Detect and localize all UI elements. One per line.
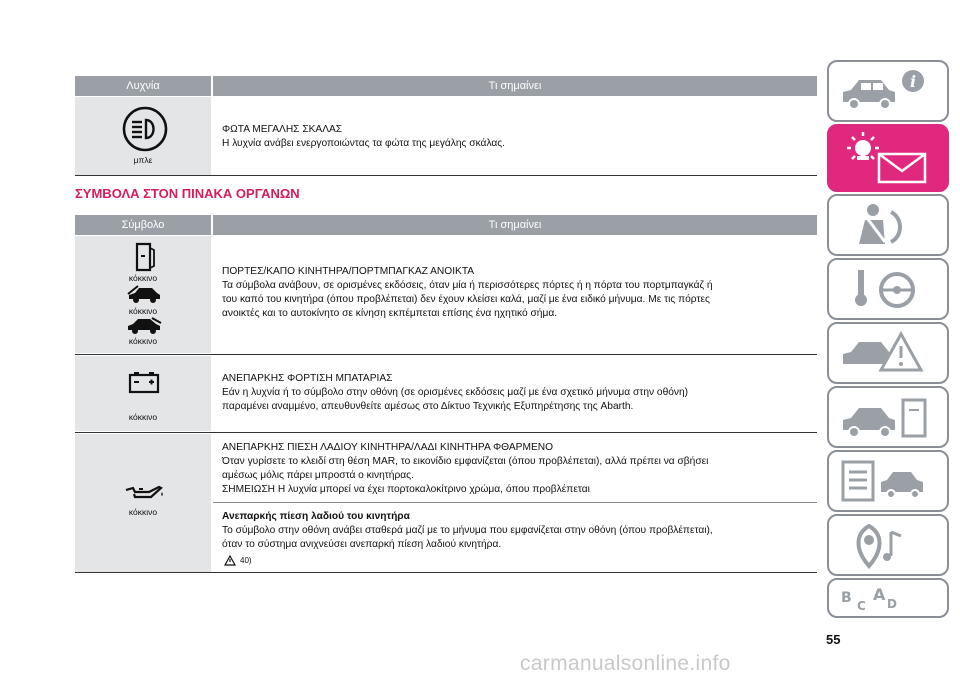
svg-text:C: C <box>857 599 866 613</box>
svg-text:B: B <box>841 590 852 606</box>
svg-text:i: i <box>909 72 917 91</box>
technical-data-icon <box>829 452 947 510</box>
car-info-icon <box>829 62 947 120</box>
doors-line-2: του καπό του κινητήρα (όπου προβλέπεται) δεν έχουν κλείσει καλά, μαζί με ένα ειδικό μήνυμα. Με τις πόρτες <box>222 294 710 305</box>
high-beam-icon <box>115 105 175 155</box>
high-beam-description: Η λυχνία ανάβει ενεργοποιώντας τα φώτα της μεγάλης σκάλας. <box>222 138 506 149</box>
row1-rule <box>75 354 817 355</box>
tab-maintenance[interactable] <box>827 386 949 448</box>
table1-bottom-rule <box>75 175 817 176</box>
table1-col1-header: Λυχνία <box>75 76 211 96</box>
table1-icon-cell <box>75 97 211 175</box>
trunk-open-icon <box>126 316 162 336</box>
battery-title: ΑΝΕΠΑΡΚΗΣ ΦΟΡΤΙΣΗ ΜΠΑΤΑΡΙΑΣ <box>222 373 393 384</box>
table2-col2-header: Τι σημαίνει <box>213 215 817 235</box>
oil-can-icon <box>125 482 165 502</box>
battery-icon-cell <box>75 356 211 431</box>
high-beam-title: ΦΩΤΑ ΜΕΓΑΛΗΣ ΣΚΑΛΑΣ <box>222 124 343 135</box>
seatbelt-person-icon <box>829 196 947 254</box>
oil-line-2: αμέσως μόλις πάρει μπροστά ο κινητήρας. <box>222 470 414 481</box>
maintenance-car-icon <box>829 388 947 446</box>
row2-rule <box>75 432 817 433</box>
hood-open-icon <box>126 285 162 305</box>
tab-safety[interactable] <box>827 194 949 256</box>
doors-color-label-2: κόκκινο <box>128 306 158 316</box>
oil-sub-line-1: Το σύμβολο στην οθόνη ανάβει σταθερά μαζί με το μήνυμα που εμφανίζεται στην οθόνη (όπου προβλέπεται), <box>222 525 713 536</box>
doors-color-label-1: κόκκινο <box>128 273 158 283</box>
steering-key-icon <box>829 260 947 318</box>
battery-line-1: Εάν η λυχνία ή το σύμβολο στην οθόνη (σε ορισμένες εκδόσεις μαζί με ένα σχετικό μήνυμα στην οθόνη) <box>222 387 689 398</box>
oil-color-label: κόκκινο <box>128 507 158 517</box>
note-reference: 40) <box>240 556 252 565</box>
oil-line-3: ΣΗΜΕΙΩΣΗ Η λυχνία μπορεί να έχει πορτοκαλοκίτρινο χρώμα, όπου προβλέπεται <box>222 484 590 495</box>
oil-icon-cell <box>75 434 211 572</box>
table1-col2-header: Τι σημαίνει <box>213 76 817 96</box>
section-title: ΣΥΜΒΟΛΑ ΣΤΟΝ ΠΙΝΑΚΑ ΟΡΓΑΝΩΝ <box>75 186 300 201</box>
alphabet-index-icon <box>829 580 947 616</box>
tab-car-info[interactable] <box>827 60 949 122</box>
tab-technical-data[interactable] <box>827 450 949 512</box>
tab-multimedia[interactable] <box>827 514 949 576</box>
doors-icon-cell <box>75 236 211 353</box>
tab-emergency[interactable] <box>827 322 949 384</box>
doors-line-1: Τα σύμβολα ανάβουν, σε ορισμένες εκδόσεις, όταν μία ή περισσότερες πόρτες ή η πόρτα του πορτμπαγκάζ ή <box>222 280 713 291</box>
multimedia-icon <box>829 516 947 574</box>
watermark[interactable]: carmanualsonline.info <box>520 652 731 675</box>
oil-sub-line-2: όταν το σύστημα ανιχνεύσει ανεπαρκή πίεση λαδιού κινητήρα. <box>222 539 502 550</box>
oil-title: ΑΝΕΠΑΡΚΗΣ ΠΙΕΣΗ ΛΑΔΙΟΥ ΚΙΝΗΤΗΡΑ/ΛΑΔΙ ΚΙΝΗΤΗΡΑ ΦΘΑΡΜΕΝΟ <box>222 442 554 453</box>
door-open-icon <box>132 242 156 272</box>
tab-starting-driving[interactable] <box>827 258 949 320</box>
warning-light-envelope-icon <box>829 126 947 190</box>
high-beam-color-label: μπλε <box>133 155 153 165</box>
svg-text:A: A <box>873 585 886 604</box>
battery-color-label: κόκκινο <box>128 412 158 422</box>
tab-index[interactable] <box>827 578 949 618</box>
doors-title: ΠΟΡΤΕΣ/ΚΑΠΟ ΚΙΝΗΤΗΡΑ/ΠΟΡΤΜΠΑΓΚΑΖ ΑΝΟΙΚΤΑ <box>222 266 475 277</box>
doors-color-label-3: κόκκινο <box>128 336 158 346</box>
battery-icon <box>128 370 160 394</box>
svg-text:D: D <box>887 597 897 611</box>
tab-warning-lights[interactable] <box>827 124 949 192</box>
table2-col1-header: Σύμβολο <box>75 215 211 235</box>
oil-inner-rule <box>213 502 817 503</box>
oil-line-1: Όταν γυρίσετε το κλειδί στη θέση MAR, το εικονίδιο εμφανίζεται (όπου προβλέπεται), αλλά πρέπει να σβήσει <box>222 456 709 467</box>
page-number: 55 <box>826 632 841 647</box>
doors-line-3: ανοικτές και το αυτοκίνητο σε κίνηση εκπέμπεται επίσης ένα ηχητικό σήμα. <box>222 308 558 319</box>
table2-bottom-rule <box>75 572 817 573</box>
emergency-triangle-icon <box>829 324 947 382</box>
battery-line-2: παραμένει αναμμένο, απευθυνθείτε αμέσως στο Δίκτυο Τεχνικής Εξυπηρέτησης της Abarth. <box>222 401 634 412</box>
warning-triangle-icon <box>224 555 236 566</box>
oil-subtitle: Ανεπαρκής πίεση λαδιού του κινητήρα <box>222 511 410 522</box>
